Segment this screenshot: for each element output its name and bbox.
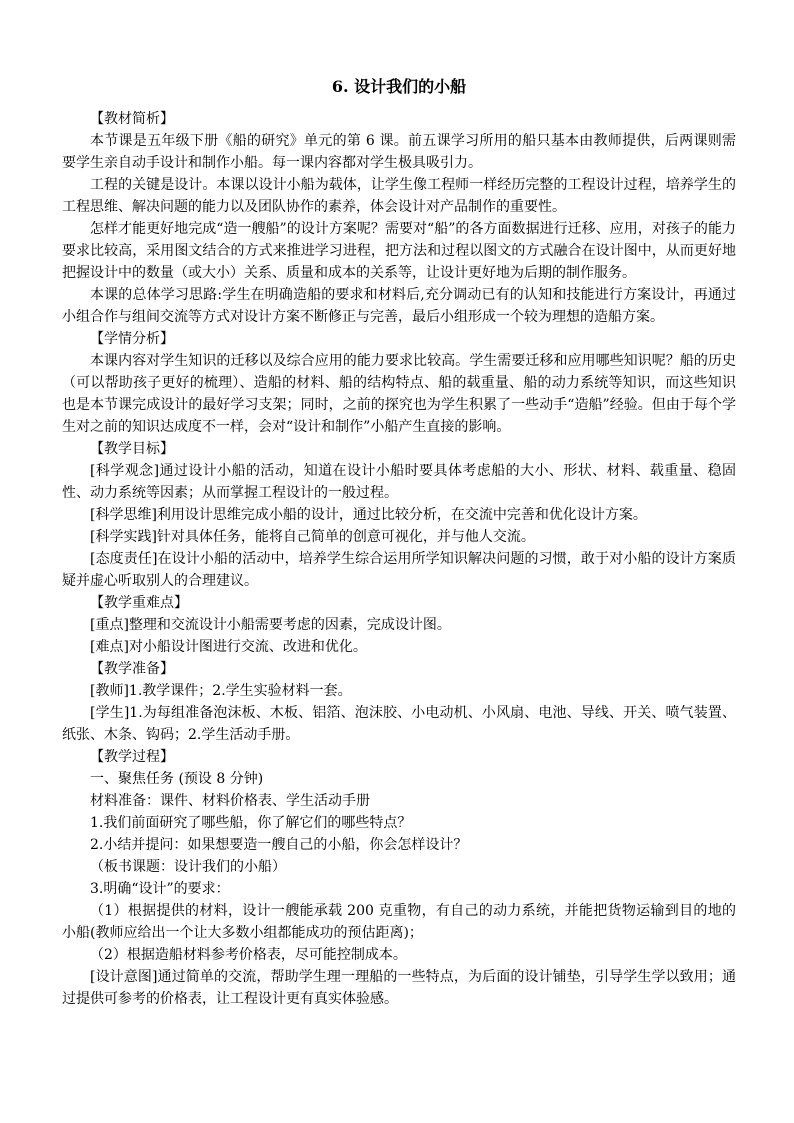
paragraph: 一、聚焦任务 (预设 8 分钟): [90, 771, 264, 787]
paragraph: [教师]1.教学课件；2.学生实验材料一套。: [90, 683, 352, 699]
paragraph: [科学实践]针对具体任务，能将自己简单的创意可视化，并与他人交流。: [90, 529, 535, 545]
heading-preparation: 【教学准备】: [90, 661, 174, 677]
paragraph: （板书课题：设计我们的小船）: [90, 859, 286, 875]
paragraph: 本节课是五年级下册《船的研究》单元的第 6 课。前五课学习所用的船只基本由教师提供，后两课则需要学生亲自动手设计和制作小船。每一课内容都对学生极具吸引力。: [62, 133, 736, 171]
paragraph: 本课内容对学生知识的迁移以及综合应用的能力要求比较高。学生需要迁移和应用哪些知识呢？船的历史（可以帮助孩子更好的梳理）、造船的材料、船的结构特点、船的载重量、船的动力系统等知识，而这些知识也是本节课完成设计的最好学习支架；同时，之前的探究也为学生积累了一些动手“造船”经验。但由于每个学生对之前的知识达成度不一样，会对“设计和制作”小船产生直接的影响。: [62, 353, 736, 435]
paragraph: [重点]整理和交流设计小船需要考虑的因素，完成设计图。: [90, 617, 451, 633]
paragraph: [设计意图]通过简单的交流，帮助学生理一理船的一些特点，为后面的设计铺垫，引导学生学以致用；通过提供可参考的价格表，让工程设计更有真实体验感。: [62, 969, 736, 1007]
paragraph: 怎样才能更好地完成“造一艘船”的设计方案呢？需要对“船”的各方面数据进行迁移、应用，对孩子的能力要求比较高，采用图文结合的方式来推进学习进程，把方法和过程以图文的方式融合在设计图中，从而更好地把握设计中的数量（或大小）关系、质量和成本的关系等，让设计更好地为后期的制作服务。: [62, 221, 736, 281]
paragraph: 2.小结并提问：如果想要造一艘自己的小船，你会怎样设计？: [90, 837, 468, 853]
paragraph: 3.明确“设计”的要求：: [90, 881, 230, 897]
paragraph: [科学思维]利用设计思维完成小船的设计，通过比较分析，在交流中完善和优化设计方案。: [90, 507, 647, 523]
heading-goals: 【教学目标】: [90, 441, 174, 457]
page-title: 6. 设计我们的小船: [331, 77, 467, 96]
paragraph: [学生]1.为每组准备泡沫板、木板、铝箔、泡沫胶、小电动机、小风扇、电池、导线、开关、喷气装置、纸张、木条、钩码；2.学生活动手册。: [62, 705, 736, 743]
paragraph: 材料准备：课件、材料价格表、学生活动手册: [90, 793, 370, 809]
paragraph: （2）根据造船材料参考价格表，尽可能控制成本。: [90, 947, 407, 963]
heading-key-points: 【教学重难点】: [90, 595, 188, 611]
heading-learners: 【学情分析】: [90, 331, 174, 347]
paragraph: （1）根据提供的材料，设计一艘能承载 200 克重物，有自己的动力系统，并能把货物运输到目的地的小船(教师应给出一个让大多数小组都能成功的预估距离)；: [62, 903, 736, 941]
paragraph: [难点]对小船设计图进行交流、改进和优化。: [90, 639, 367, 655]
paragraph: [科学观念]通过设计小船的活动，知道在设计小船时要具体考虑船的大小、形状、材料、载重量、稳固性、动力系统等因素；从而掌握工程设计的一般过程。: [62, 463, 736, 501]
paragraph: [态度责任]在设计小船的活动中，培养学生综合运用所学知识解决问题的习惯，敢于对小船的设计方案质疑并虚心听取别人的合理建议。: [62, 551, 736, 589]
heading-process: 【教学过程】: [90, 749, 174, 765]
paragraph: 本课的总体学习思路:学生在明确造船的要求和材料后,充分调动已有的认知和技能进行方案设计，再通过小组合作与组间交流等方式对设计方案不断修正与完善，最后小组形成一个较为理想的造船方案。: [62, 287, 736, 325]
paragraph: 1.我们前面研究了哪些船，你了解它们的哪些特点？: [90, 815, 412, 831]
paragraph: 工程的关键是设计。本课以设计小船为载体，让学生像工程师一样经历完整的工程设计过程，培养学生的工程思维、解决问题的能力以及团队协作的素养，体会设计对产品制作的重要性。: [62, 177, 736, 215]
heading-textbook: 【教材简析】: [90, 111, 174, 127]
